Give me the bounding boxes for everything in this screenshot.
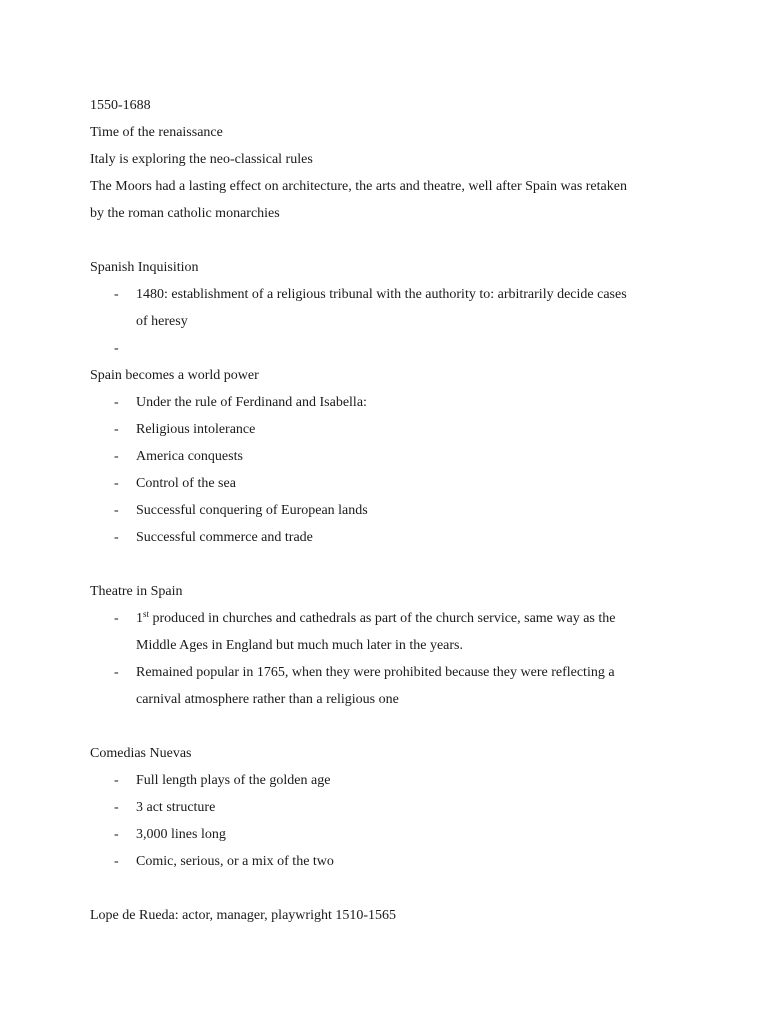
section-heading-comedias: Comedias Nuevas <box>90 746 192 761</box>
list-item-text: 3,000 lines long <box>136 827 226 842</box>
list-item-empty <box>90 335 690 362</box>
intro-line-moors-continued: by the roman catholic monarchies <box>90 206 280 221</box>
section-heading-theatre: Theatre in Spain <box>90 584 183 599</box>
list-item <box>90 470 690 497</box>
list-item <box>90 605 690 659</box>
list-item-text-continued: Middle Ages in England but much much later in the years. <box>136 638 463 653</box>
list-item-text-continued: of heresy <box>136 314 188 329</box>
bullet-dash: - <box>114 665 119 680</box>
ordinal-number: 1 <box>136 611 143 626</box>
list-item-text: Successful commerce and trade <box>136 530 313 545</box>
list-item <box>90 443 690 470</box>
intro-line-renaissance: Time of the renaissance <box>90 125 223 140</box>
ordinal-superscript: st <box>143 609 150 619</box>
list-item-text-continued: carnival atmosphere rather than a religious one <box>136 692 399 707</box>
list-item <box>90 524 690 551</box>
section-spacer <box>90 713 690 740</box>
bullet-dash: - <box>114 422 119 437</box>
bullet-dash: - <box>114 341 119 356</box>
list-item <box>90 497 690 524</box>
bullet-dash: - <box>114 449 119 464</box>
list-item <box>90 821 690 848</box>
bullet-dash: - <box>114 854 119 869</box>
list-item <box>90 848 690 875</box>
list-item-text: Successful conquering of European lands <box>136 503 368 518</box>
bullet-dash: - <box>114 800 119 815</box>
intro-line-italy: Italy is exploring the neo-classical rules <box>90 152 313 167</box>
list-item <box>90 416 690 443</box>
bullet-dash: - <box>114 611 119 626</box>
list-item-text: Full length plays of the golden age <box>136 773 331 788</box>
list-item-text: 1480: establishment of a religious tribunal with the authority to: arbitrarily decide cases <box>136 287 627 302</box>
bullet-dash: - <box>114 395 119 410</box>
list-item <box>90 794 690 821</box>
bullet-dash: - <box>114 476 119 491</box>
list-item-text <box>136 335 690 362</box>
list-item-text: Under the rule of Ferdinand and Isabella: <box>136 395 367 410</box>
section-spacer <box>90 227 690 254</box>
bullet-dash: - <box>114 503 119 518</box>
section-spacer <box>90 875 690 902</box>
section-heading-inquisition: Spanish Inquisition <box>90 260 199 275</box>
list-item-text: Comic, serious, or a mix of the two <box>136 854 334 869</box>
list-item <box>90 659 690 713</box>
list-item <box>90 281 690 335</box>
bullet-dash: - <box>114 773 119 788</box>
list-item-text: Control of the sea <box>136 476 236 491</box>
section-spacer <box>90 551 690 578</box>
document-body <box>90 92 690 929</box>
bullet-dash: - <box>114 827 119 842</box>
list-item-text <box>136 605 690 632</box>
list-item-text-rest: produced in churches and cathedrals as part of the church service, same way as the <box>149 611 616 626</box>
bullet-dash: - <box>114 287 119 302</box>
intro-line-moors: The Moors had a lasting effect on architecture, the arts and theatre, well after Spain was retaken <box>90 179 627 194</box>
list-item <box>90 767 690 794</box>
date-range: 1550-1688 <box>90 98 151 113</box>
list-item-text: Remained popular in 1765, when they were prohibited because they were reflecting a <box>136 665 615 680</box>
list-item-text: Religious intolerance <box>136 422 256 437</box>
list-item-text: America conquests <box>136 449 243 464</box>
list-item-text: 3 act structure <box>136 800 216 815</box>
lope-de-rueda-line: Lope de Rueda: actor, manager, playwright 1510-1565 <box>90 908 397 923</box>
list-item <box>90 389 690 416</box>
section-heading-world-power: Spain becomes a world power <box>90 368 259 383</box>
bullet-dash: - <box>114 530 119 545</box>
